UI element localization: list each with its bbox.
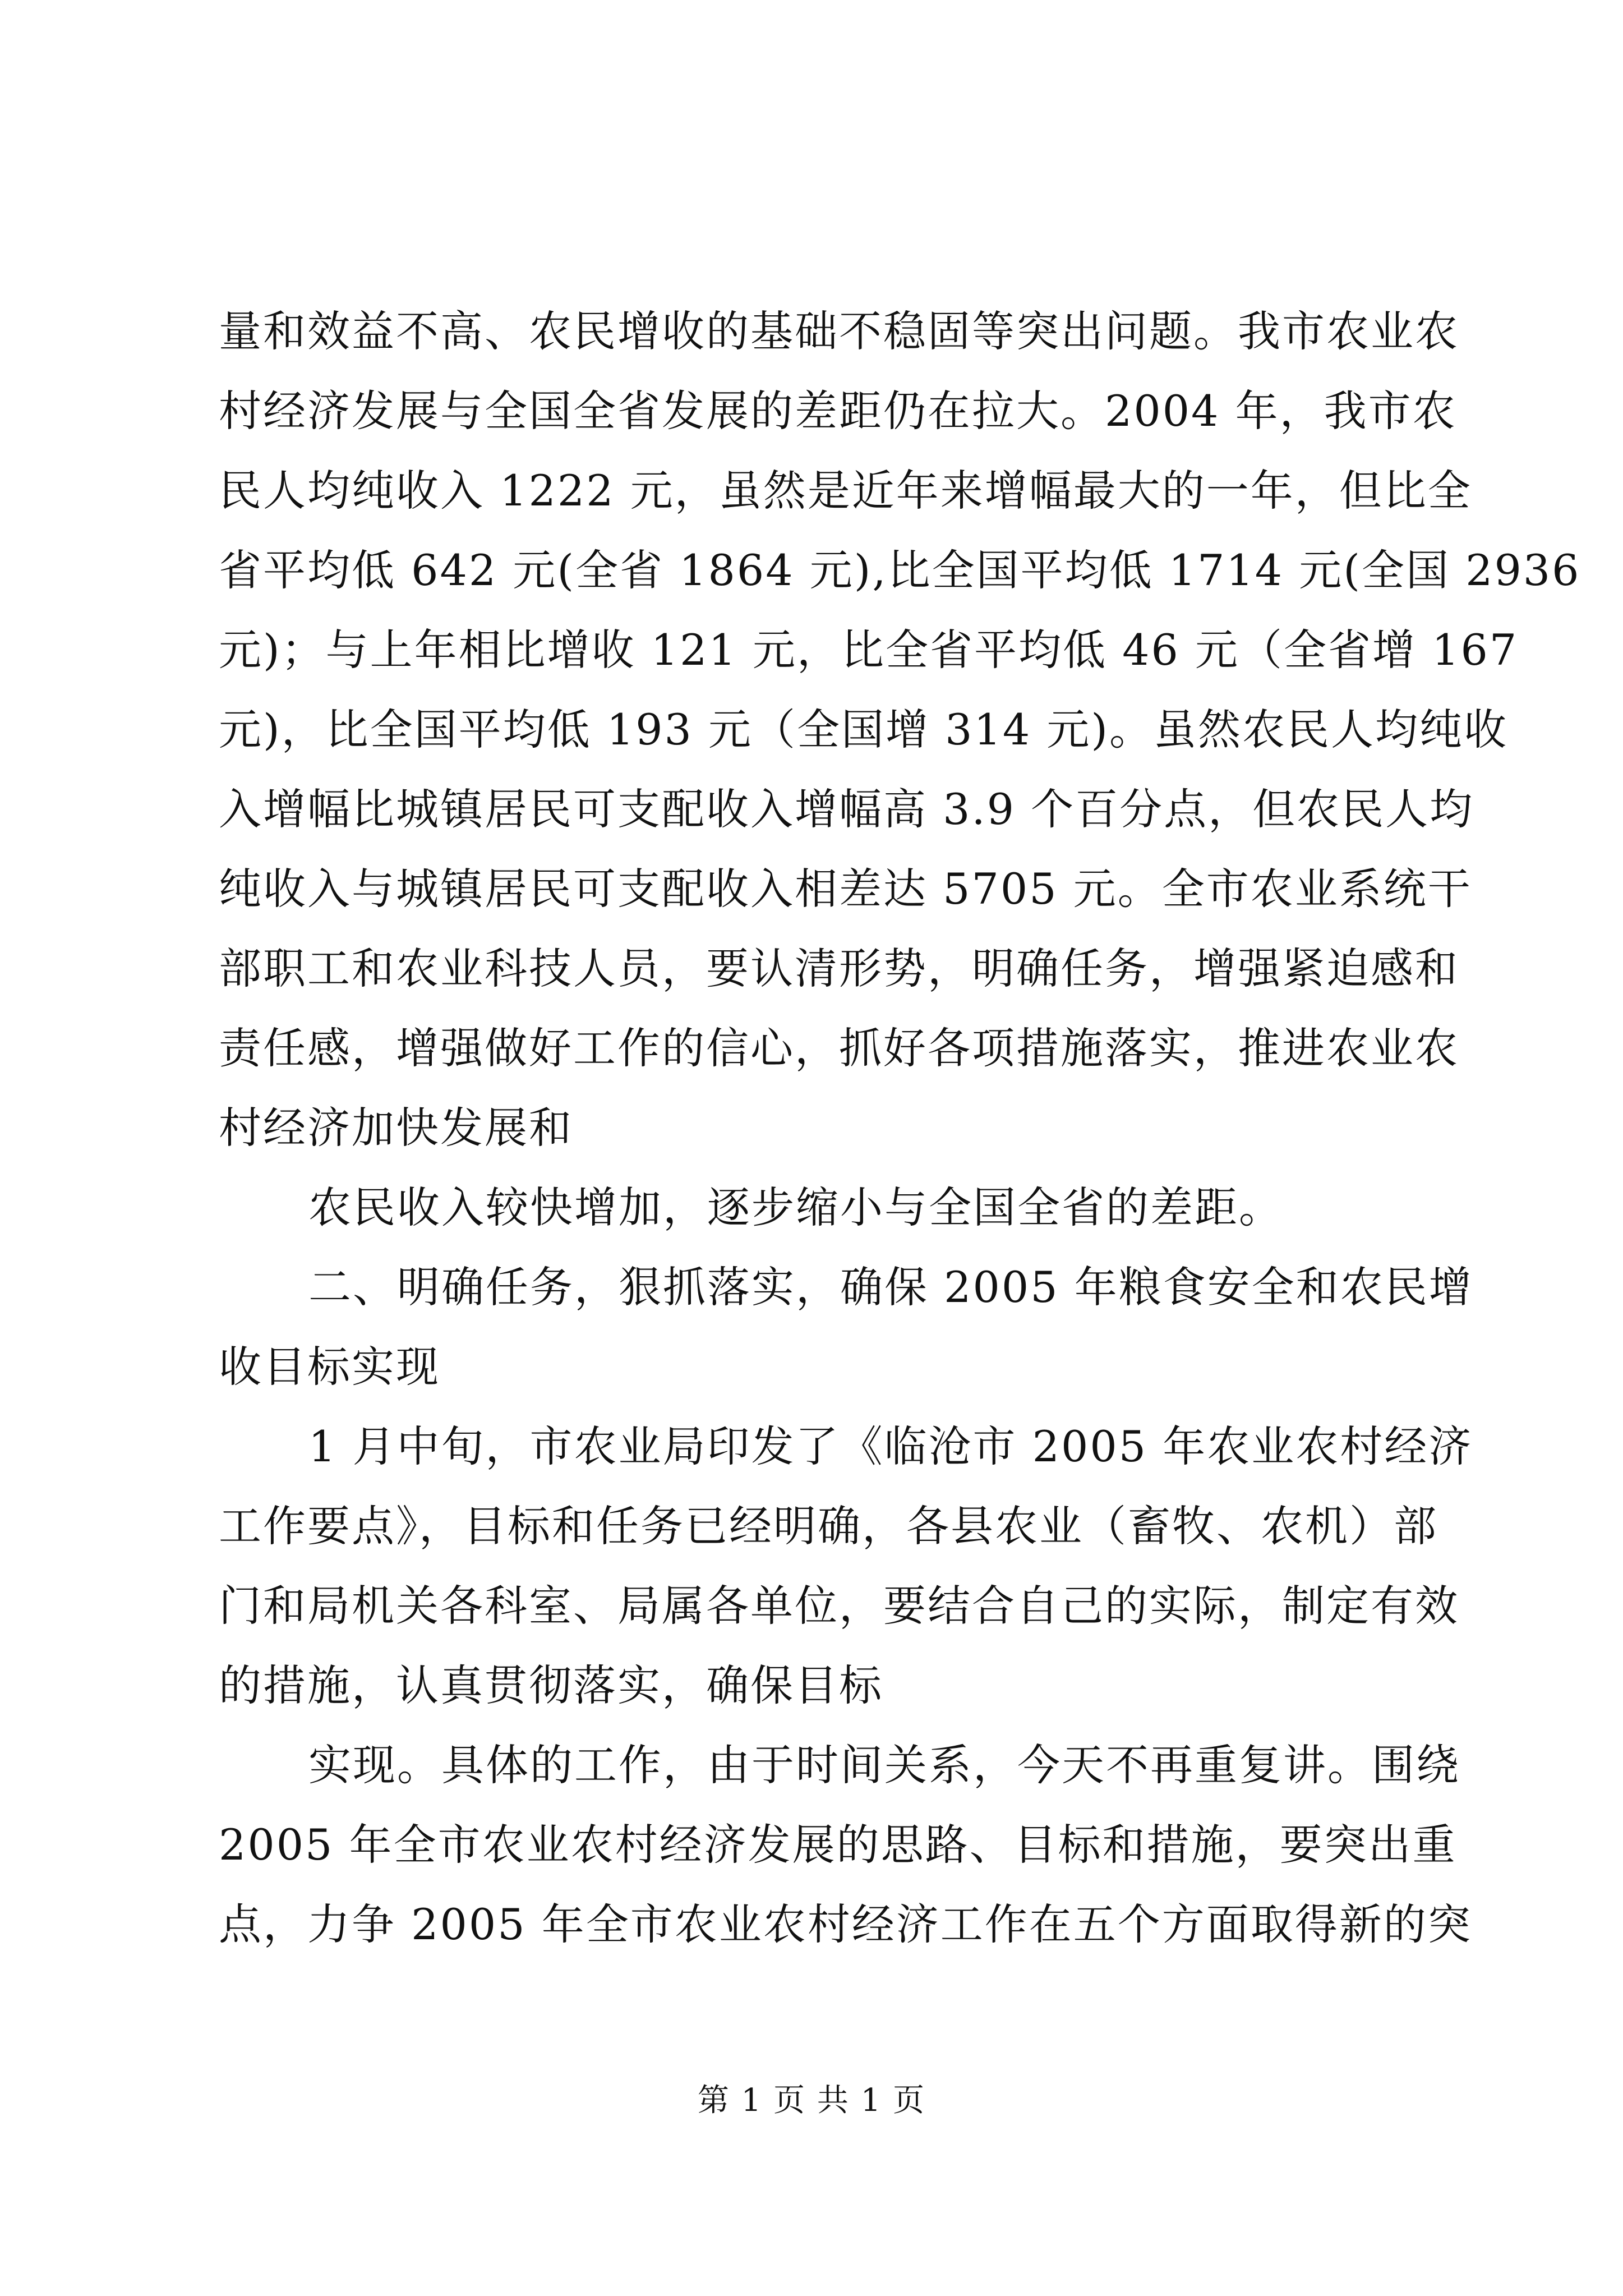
body-line-2: 村经济发展与全国全省发展的差距仍在拉大。2004 年，我市农 <box>219 386 1457 436</box>
body-line-18: 的措施，认真贯彻落实，确保目标 <box>219 1660 883 1710</box>
page-number-footer: 第 1 页 共 1 页 <box>697 2082 926 2119</box>
body-line-10: 责任感，增强做好工作的信心，抓好各项措施落实，推进农业农 <box>219 1023 1459 1073</box>
paragraph-start-line-19: 实现。具体的工作，由于时间关系，今天不再重复讲。围绕 <box>308 1740 1460 1790</box>
body-line-7: 入增幅比城镇居民可支配收入增幅高 3.9 个百分点，但农民人均 <box>219 784 1474 834</box>
body-line-9: 部职工和农业科技人员，要认清形势，明确任务，增强紧迫感和 <box>219 944 1459 993</box>
body-line-1: 量和效益不高、农民增收的基础不稳固等突出问题。我市农业农 <box>219 306 1459 356</box>
paragraph-start-line-12: 农民收入较快增加，逐步缩小与全国全省的差距。 <box>308 1182 1283 1232</box>
body-line-20: 2005 年全市农业农村经济发展的思路、目标和措施，要突出重 <box>219 1820 1457 1870</box>
body-line-5: 元)；与上年相比增收 121 元，比全省平均低 46 元（全省增 167 <box>219 625 1519 675</box>
body-line-11: 村经济加快发展和 <box>219 1103 573 1153</box>
section-heading-line-14: 收目标实现 <box>219 1342 440 1392</box>
body-line-21: 点，力争 2005 年全市农业农村经济工作在五个方面取得新的突 <box>219 1899 1472 1949</box>
body-line-3: 民人均纯收入 1222 元，虽然是近年来增幅最大的一年，但比全 <box>219 466 1472 516</box>
section-heading-line-13: 二、明确任务，狠抓落实，确保 2005 年粮食安全和农民增 <box>308 1262 1473 1312</box>
body-line-8: 纯收入与城镇居民可支配收入相差达 5705 元。全市农业系统干 <box>219 864 1472 914</box>
body-line-16: 工作要点》，目标和任务已经明确，各县农业（畜牧、农机）部 <box>219 1501 1438 1551</box>
paragraph-start-line-15: 1 月中旬，市农业局印发了《临沧市 2005 年农业农村经济 <box>308 1421 1473 1471</box>
body-line-17: 门和局机关各科室、局属各单位，要结合自己的实际，制定有效 <box>219 1581 1459 1631</box>
body-line-4: 省平均低 642 元(全省 1864 元),比全国平均低 1714 元(全国 2936 <box>219 545 1581 595</box>
body-line-6: 元)，比全国平均低 193 元（全国增 314 元)。虽然农民人均纯收 <box>219 705 1509 754</box>
document-body <box>219 292 1581 1964</box>
